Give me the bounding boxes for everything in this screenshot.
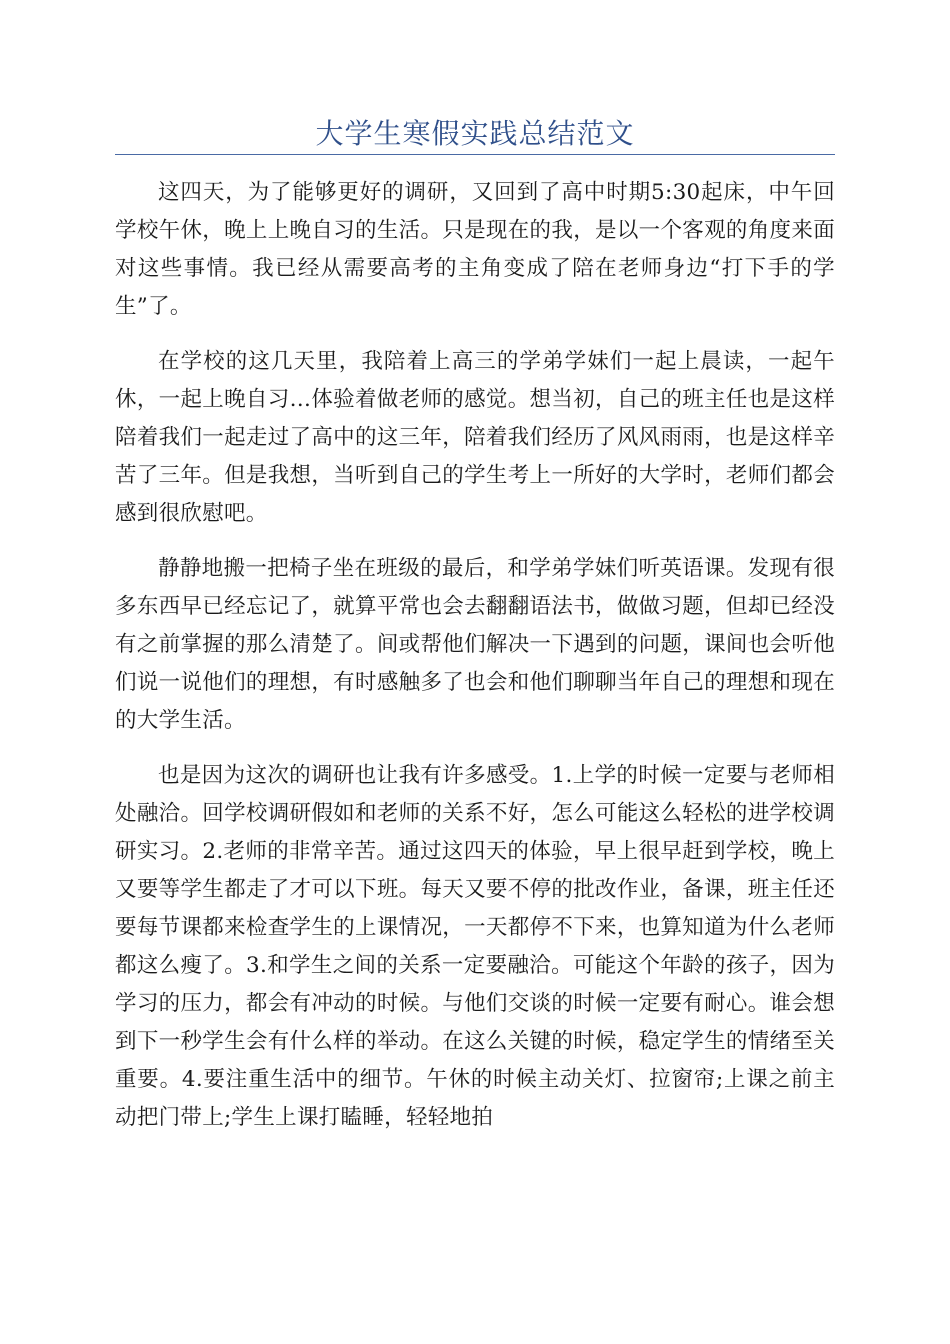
title-underline [115,154,835,155]
paragraph-2: 在学校的这几天里，我陪着上高三的学弟学妹们一起上晨读，一起午休，一起上晚自习…体验着做老师的感觉。想当初，自己的班主任也是这样陪着我们一起走过了高中的这三年，陪着我们经历了风风雨雨，也是这样辛苦了三年。但是我想，当听到自己的学生考上一所好的大学时，老师们都会感到很欣慰吧。 [115,349,835,526]
paragraph-1: 这四天，为了能够更好的调研，又回到了高中时期5:30起床，中午回学校午休，晚上上晚自习的生活。只是现在的我，是以一个客观的角度来面对这些事情。我已经从需要高考的主角变成了陪在老师身边“打下手的学生”了。 [115,180,835,319]
document-body [115,174,835,1154]
document-title: 大学生寒假实践总结范文 [315,117,635,150]
paragraph-3: 静静地搬一把椅子坐在班级的最后，和学弟学妹们听英语课。发现有很多东西早已经忘记了，就算平常也会去翻翻语法书，做做习题，但却已经没有之前掌握的那么清楚了。间或帮他们解决一下遇到的问题，课间也会听他们说一说他们的理想，有时感触多了也会和他们聊聊当年自己的理想和现在的大学生活。 [115,556,835,733]
paragraph-4: 也是因为这次的调研也让我有许多感受。1.上学的时候一定要与老师相处融洽。回学校调研假如和老师的关系不好，怎么可能这么轻松的进学校调研实习。2.老师的非常辛苦。通过这四天的体验，早上很早赶到学校，晚上又要等学生都走了才可以下班。每天又要不停的批改作业，备课，班主任还要每节课都来检查学生的上课情况，一天都停不下来，也算知道为什么老师都这么瘦了。3.和学生之间的关系一定要融洽。可能这个年龄的孩子，因为学习的压力，都会有冲动的时候。与他们交谈的时候一定要有耐心。谁会想到下一秒学生会有什么样的举动。在这么关键的时候，稳定学生的情绪至关重要。4.要注重生活中的细节。午休的时候主动关灯、拉窗帘;上课之前主动把门带上;学生上课打瞌睡，轻轻地拍 [115,763,835,1130]
